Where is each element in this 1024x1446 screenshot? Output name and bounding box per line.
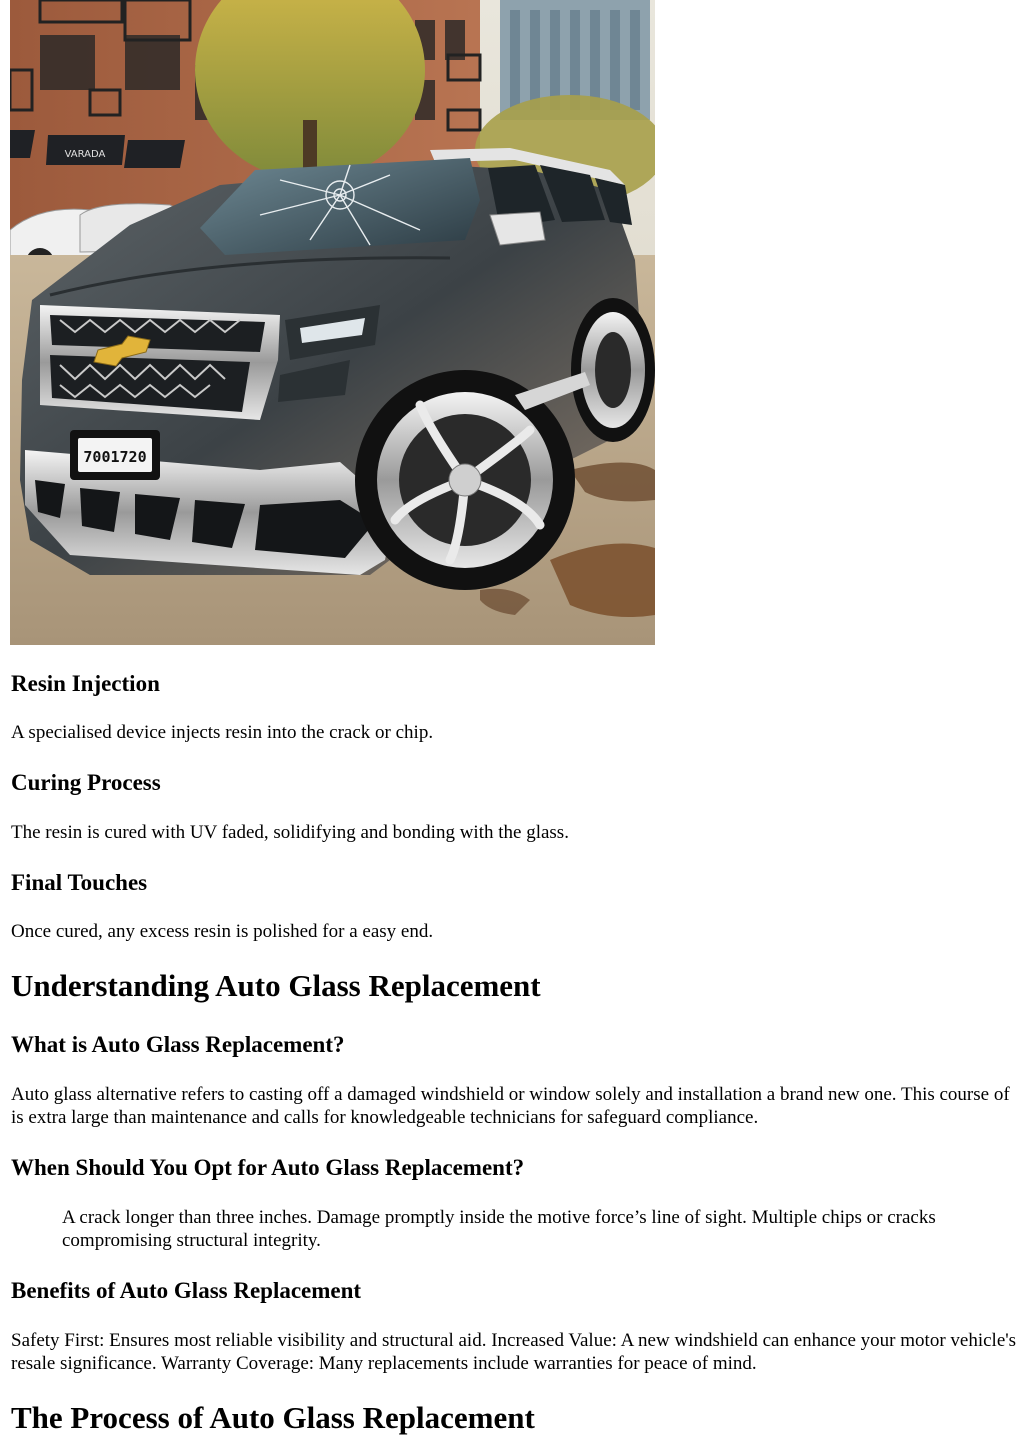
suv-cracked-windshield-illustration	[10, 0, 655, 645]
text-benefits: Safety First: Ensures most reliable visibility and structural aid. Increased Value: A new windshield can enhance your motor vehicle's resale significance. Warranty Coverage: Many replacements include warranties for peace of mind.	[11, 1330, 1017, 1374]
text-what-is-auto-glass-replacement: Auto glass alternative refers to casting off a damaged windshield or window solely and installation a brand new one. This course of is extra large than maintenance and calls for knowledgeable technicians for safeguard compliance.	[11, 1084, 1010, 1128]
heading-understanding-auto-glass-replacement: Understanding Auto Glass Replacement	[11, 968, 541, 1003]
text-curing-process: The resin is cured with UV faded, solidifying and bonding with the glass.	[11, 822, 569, 843]
text-resin-injection: A specialised device injects resin into the crack or chip.	[11, 722, 434, 743]
heading-when-should-you-opt: When Should You Opt for Auto Glass Replacement?	[11, 1155, 525, 1180]
heading-final-touches: Final Touches	[11, 870, 148, 895]
heading-curing-process: Curing Process	[11, 770, 161, 795]
license-plate-text: 7001720	[83, 448, 147, 466]
text-when-should-you-opt: A crack longer than three inches. Damage promptly inside the motive force’s line of sight. Multiple chips or cracks compromising structural integrity.	[62, 1207, 936, 1251]
heading-resin-injection: Resin Injection	[11, 671, 160, 696]
heading-process-of-auto-glass-replacement: The Process of Auto Glass Replacement	[11, 1400, 535, 1435]
heading-benefits: Benefits of Auto Glass Replacement	[11, 1278, 362, 1303]
storefront-sign: VARADA	[64, 149, 106, 160]
heading-what-is-auto-glass-replacement: What is Auto Glass Replacement?	[11, 1032, 345, 1057]
hero-image	[10, 0, 655, 645]
text-final-touches: Once cured, any excess resin is polished for a easy end.	[11, 921, 434, 942]
